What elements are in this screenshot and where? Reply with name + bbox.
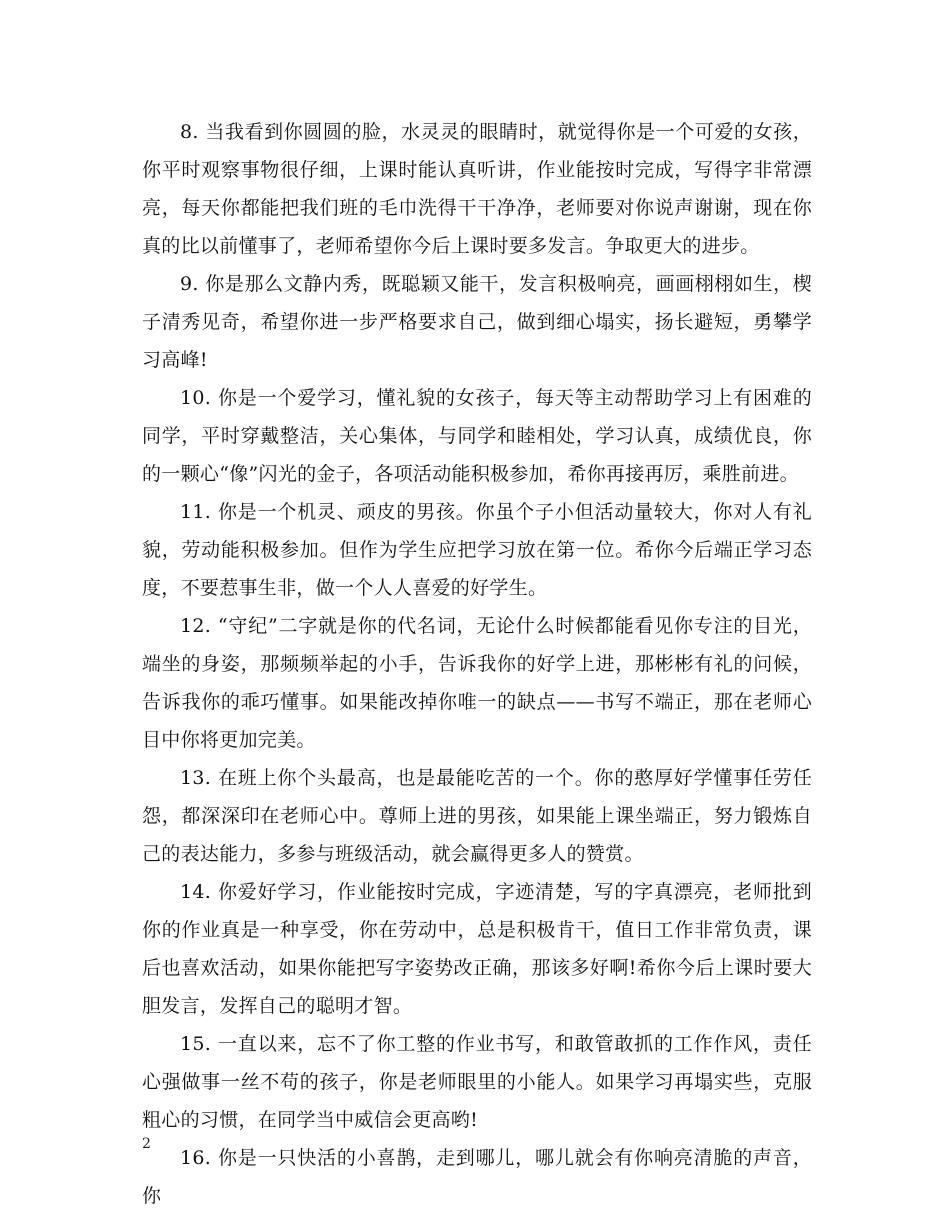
comment-paragraph-14: 14. 你爱好学习，作业能按时完成，字迹清楚，写的字真漂亮，老师批到你的作业真是一种享受，你在劳动中，总是积极肯干，值日工作非常负责，课后也喜欢活动，如果你能把写字姿势改正确，那该多好啊!希你今后上课时要大胆发言，发挥自己的聪明才智。 bbox=[142, 881, 812, 1017]
comment-paragraph-11: 11. 你是一个机灵、顽皮的男孩。你虽个子小但活动量较大，你对人有礼貌，劳动能积极参加。但作为学生应把学习放在第一位。希你今后端正学习态度，不要惹事生非，做一个人人喜爱的好学生。 bbox=[142, 501, 812, 599]
page-number: 2 bbox=[142, 1136, 151, 1152]
comment-paragraph-15: 15. 一直以来，忘不了你工整的作业书写，和敢管敢抓的工作作风，责任心强做事一丝不苟的孩子，你是老师眼里的小能人。如果学习再塌实些，克服粗心的习惯，在同学当中威信会更高哟! bbox=[142, 1033, 812, 1131]
comment-paragraph-10: 10. 你是一个爱学习，懂礼貌的女孩子，每天等主动帮助学习上有困难的同学，平时穿戴整洁，关心集体，与同学和睦相处，学习认真，成绩优良，你的一颗心“像”闪光的金子，各项活动能积极参加，希你再接再厉，乘胜前进。 bbox=[142, 387, 812, 485]
comment-paragraph-8: 8. 当我看到你圆圆的脸，水灵灵的眼睛时，就觉得你是一个可爱的女孩，你平时观察事物很仔细，上课时能认真听讲，作业能按时完成，写得字非常漂亮，每天你都能把我们班的毛巾洗得干干净净，老师要对你说声谢谢，现在你真的比以前懂事了，老师希望你今后上课时要多发言。争取更大的进步。 bbox=[142, 121, 812, 257]
comment-paragraph-12: 12. “守纪”二字就是你的代名词，无论什么时候都能看见你专注的目光，端坐的身姿，那频频举起的小手，告诉我你的好学上进，那彬彬有礼的问候，告诉我你的乖巧懂事。如果能改掉你唯一的缺点——书写不端正，那在老师心目中你将更加完美。 bbox=[142, 615, 812, 751]
comment-paragraph-13: 13. 在班上你个头最高，也是最能吃苦的一个。你的憨厚好学懂事任劳任怨，都深深印在老师心中。尊师上进的男孩，如果能上课坐端正，努力锻炼自己的表达能力，多参与班级活动，就会赢得更多人的赞赏。 bbox=[142, 767, 812, 865]
comment-paragraph-9: 9. 你是那么文静内秀，既聪颖又能干，发言积极响亮，画画栩栩如生，楔子清秀见奇，希望你进一步严格要求自己，做到细心塌实，扬长避短，勇攀学习高峰! bbox=[142, 273, 812, 371]
comment-paragraph-16: 16. 你是一只快活的小喜鹊，走到哪儿，哪儿就会有你响亮清脆的声音，你 bbox=[142, 1147, 812, 1207]
document-body bbox=[142, 113, 812, 1215]
